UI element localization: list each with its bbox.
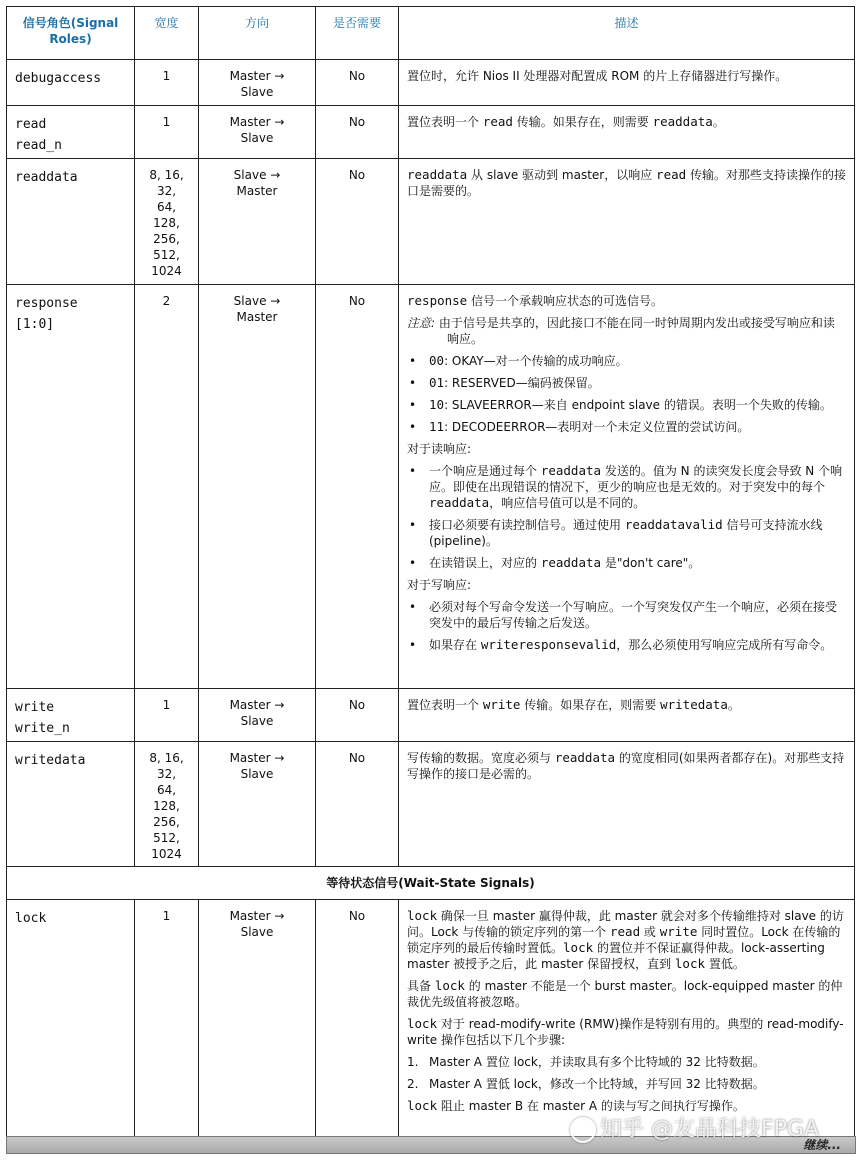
read-heading: 对于读响应: xyxy=(407,442,472,456)
response-code-list xyxy=(407,353,846,435)
signal-required: No xyxy=(316,60,399,106)
signal-width: 8, 16, 32, 64, 128, 256, 512, 1024 xyxy=(135,742,199,867)
list-item: • 在读错误上，对应的 readdata 是"don't care"。 xyxy=(407,555,846,571)
signal-name: readdata xyxy=(7,159,135,285)
signal-description: 置位表明一个 write 传输。如果存在，则需要 writedata。 xyxy=(399,689,855,742)
list-item: • 一个响应是通过每个 readdata 发送的。值为 N 的读突发长度会导致 N 个响应。即使在出现错误的情况下，更少的响应也是无效的。对于突发中的每个 readdata，响应信号值可以是不同的。 xyxy=(407,463,846,511)
signal-name: lock xyxy=(7,900,135,1140)
signal-width: 1 xyxy=(135,689,199,742)
signal-name: response [1:0] xyxy=(7,285,135,689)
rmw-steps-list xyxy=(407,1054,846,1092)
signal-required: No xyxy=(316,285,399,689)
list-item: • 必须对每个写命令发送一个写响应。一个写突发仅产生一个响应，必须在接受突发中的最后写传输之后发送。 xyxy=(407,599,846,631)
signal-description: response 信号一个承载响应状态的可选信号。 注意: 由于信号是共享的，因此接口不能在同一时钟周期内发出或接受写响应和读响应。 • 00: OKAY—对一个传输的成功响应。 • 01: RESERVED—编码被保留。 • 10: SLAVEERROR—来自 endpoint slave 的错误。表明一个失败的传输。 • 11: DECODEERROR—表明对一个未定义位置的尝试访问。 对于读响应: • 一个响应是通过每个 readdata 发送的。值为 N 的读突发长度会导致 N 个响应。即使在出现错误的情况下，更少的响应也是无效的。对于突发中的每个 readdata，响应信号值可以是不同的。 • 接口必须要有读控制信号。通过使用 readdatavalid 信号可支持流水线(pipeline)。 • 在读错误上，对应的 readdata 是"don't care"。 对于写响应: • 必须对每个写命令发送一个写响应。一个写突发仅产生一个响应，必须在接受突发中的最后写传输之后发送。 • 如果存在 writeresponsevalid，那么必须使用写响应完成所有写命令。 xyxy=(399,285,855,689)
signal-required: No xyxy=(316,106,399,159)
list-item: • 01: RESERVED—编码被保留。 xyxy=(407,375,846,391)
list-item: • 接口必须要有读控制信号。通过使用 readdatavalid 信号可支持流水线(pipeline)。 xyxy=(407,517,846,549)
continued-label: 继续... xyxy=(803,1138,841,1152)
table-row xyxy=(7,742,855,867)
signal-direction: Master → Slave xyxy=(199,900,316,1140)
signal-direction: Master → Slave xyxy=(199,106,316,159)
signal-description: 置位表明一个 read 传输。如果存在，则需要 readdata。 xyxy=(399,106,855,159)
signal-width: 1 xyxy=(135,60,199,106)
header-width: 宽度 xyxy=(135,7,199,60)
signal-direction: Slave → Master xyxy=(199,159,316,285)
signal-required: No xyxy=(316,900,399,1140)
section-title: 等待状态信号(Wait-State Signals) xyxy=(7,867,855,900)
table-row xyxy=(7,159,855,285)
signal-required: No xyxy=(316,159,399,285)
signal-direction: Master → Slave xyxy=(199,742,316,867)
header-required: 是否需要 xyxy=(316,7,399,60)
signal-name: debugaccess xyxy=(7,60,135,106)
read-response-list xyxy=(407,463,846,571)
watermark-logo-icon xyxy=(570,1117,596,1143)
signal-direction: Slave → Master xyxy=(199,285,316,689)
signal-required: No xyxy=(316,689,399,742)
table-row xyxy=(7,900,855,1140)
note: 注意: 由于信号是共享的，因此接口不能在同一时钟周期内发出或接受写响应和读响应。 xyxy=(407,316,835,346)
signal-name: read read_n xyxy=(7,106,135,159)
section-row xyxy=(7,867,855,900)
signal-required: No xyxy=(316,742,399,867)
list-item: • 10: SLAVEERROR—来自 endpoint slave 的错误。表明一个失败的传输。 xyxy=(407,397,846,413)
watermark-text: 知乎 @友晶科技FPGA xyxy=(600,1117,820,1142)
table-row xyxy=(7,285,855,689)
table-row xyxy=(7,106,855,159)
write-heading: 对于写响应: xyxy=(407,578,472,592)
signal-direction: Master → Slave xyxy=(199,689,316,742)
signal-description: 写传输的数据。宽度必须与 readdata 的宽度相同(如果两者都存在)。对那些支持写操作的接口是必需的。 xyxy=(399,742,855,867)
signal-description: lock 确保一旦 master 赢得仲裁，此 master 就会对多个传输维持对 slave 的访问。Lock 与传输的锁定序列的第一个 read 或 write 同时置位。Lock 在传输的锁定序列的最后传输时置低。lock 的置位并不保证赢得仲裁。lock-asserting master 被授予之后，此 master 保留授权，直到 lock 置低。 具备 lock 的 master 不能是一个 burst master。lock-equipped master 的仲裁优先级值将被忽略。 lock 对于 read-modify-write (RMW)操作是特别有用的。典型的 read-modify-write 操作包括以下几个步骤: 1. Master A 置位 lock，并读取具有多个比特域的 32 比特数据。 2. Master A 置低 lock，修改一个比特域，并写回 32 比特数据。 lock 阻止 master B 在 master A 的读与写之间执行写操作。 xyxy=(399,900,855,1140)
list-item: 1. Master A 置位 lock，并读取具有多个比特域的 32 比特数据。 xyxy=(407,1055,765,1069)
header-direction: 方向 xyxy=(199,7,316,60)
signal-width: 8, 16, 32, 64, 128, 256, 512, 1024 xyxy=(135,159,199,285)
signal-description: readdata 从 slave 驱动到 master，以响应 read 传输。对那些支持读操作的接口是需要的。 xyxy=(399,159,855,285)
header-description: 描述 xyxy=(399,7,855,60)
signal-direction: Master → Slave xyxy=(199,60,316,106)
list-item: 2. Master A 置低 lock，修改一个比特域，并写回 32 比特数据。 xyxy=(407,1077,765,1091)
list-item: • 如果存在 writeresponsevalid，那么必须使用写响应完成所有写命令。 xyxy=(407,637,846,653)
signal-name: write write_n xyxy=(7,689,135,742)
signal-name: writedata xyxy=(7,742,135,867)
list-item: • 00: OKAY—对一个传输的成功响应。 xyxy=(407,353,846,369)
signal-width: 1 xyxy=(135,900,199,1140)
signal-description: 置位时，允许 Nios II 处理器对配置成 ROM 的片上存储器进行写操作。 xyxy=(399,60,855,106)
table-row xyxy=(7,60,855,106)
signal-roles-table xyxy=(6,6,855,1140)
write-response-list xyxy=(407,599,846,653)
header-role: 信号角色(Signal Roles) xyxy=(7,7,135,60)
table-header-row xyxy=(7,7,855,60)
signal-width: 2 xyxy=(135,285,199,689)
list-item: • 11: DECODEERROR—表明对一个未定义位置的尝试访问。 xyxy=(407,419,846,435)
watermark xyxy=(570,1112,819,1143)
signal-width: 1 xyxy=(135,106,199,159)
table-row xyxy=(7,689,855,742)
